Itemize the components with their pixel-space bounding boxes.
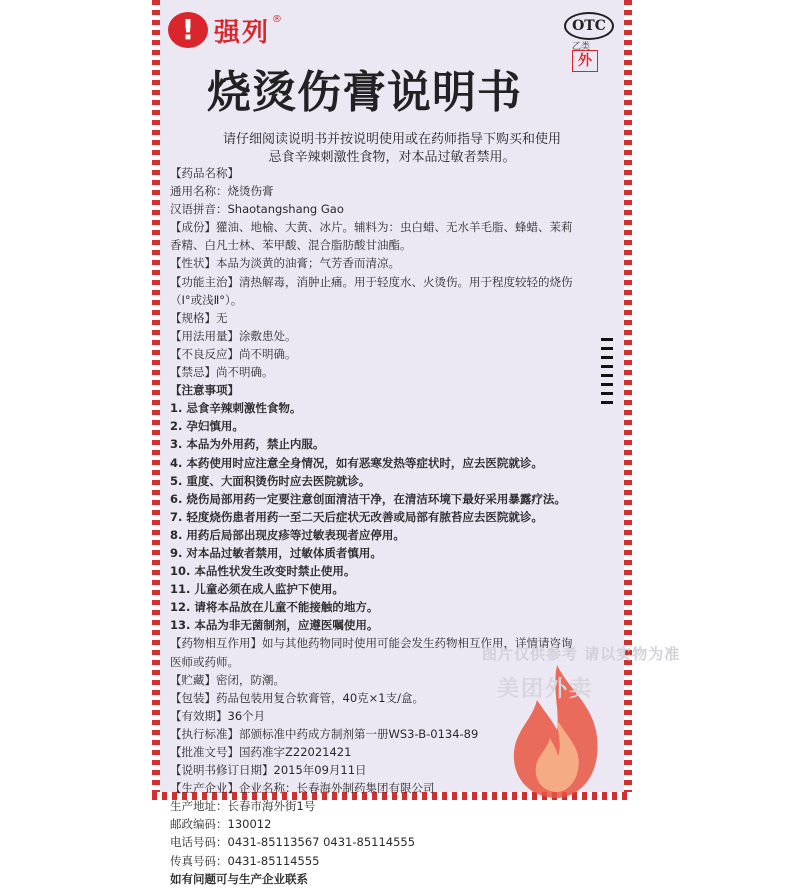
instruction-line: 汉语拼音：Shaotangshang Gao xyxy=(170,202,344,217)
warning-line-1: 请仔细阅读说明书并按说明使用或在药师指导下购买和使用 xyxy=(222,132,561,147)
instruction-line: 4. 本药使用时应注意全身情况，如有恶寒发热等症状时，应去医院就诊。 xyxy=(170,455,543,470)
instruction-sheet xyxy=(152,0,681,886)
instruction-line: 【性状】本品为淡黄的油膏；气芳香而清凉。 xyxy=(170,256,400,271)
instruction-line: 7. 轻度烧伤患者用药一至二天后症状无改善或局部有脓苔应去医院就诊。 xyxy=(170,509,543,524)
instruction-line: 【禁忌】尚不明确。 xyxy=(170,365,274,380)
instruction-line: 电话号码：0431-85113567 0431-85114555 xyxy=(170,835,416,850)
instruction-line: 传真号码：0431-85114555 xyxy=(170,853,320,868)
instruction-line: 【贮藏】密闭，防潮。 xyxy=(170,672,285,687)
instruction-line: 9. 对本品过敏者禁用，过敏体质者慎用。 xyxy=(170,545,382,560)
instruction-line: 【注意事项】 xyxy=(170,383,239,398)
instruction-line: 1. 忌食辛辣刺激性食物。 xyxy=(170,401,302,416)
watermark-caption: 图片仅供参考 请以实物为准 xyxy=(482,645,681,663)
brand-logo xyxy=(168,12,282,48)
warning-line-2: 忌食辛辣刺激性食物，对本品过敏者禁用。 xyxy=(268,150,516,165)
instruction-line: 香精、白凡士林、苯甲酸、混合脂肪酸甘油酯。 xyxy=(170,238,412,253)
instruction-line: 【规格】无 xyxy=(170,310,228,325)
instruction-line: 【生产企业】企业名称：长春海外制药集团有限公司 xyxy=(170,781,435,796)
instruction-line: 【不良反应】尚不明确。 xyxy=(170,346,297,361)
exclamation-icon: ! xyxy=(168,12,208,48)
left-perforation xyxy=(152,0,160,800)
brand-name: 强列 xyxy=(214,17,271,48)
instruction-line: 医师或药师。 xyxy=(170,654,239,669)
instruction-line: 11. 儿童必须在成人监护下使用。 xyxy=(170,582,344,597)
instruction-line: 2. 孕妇慎用。 xyxy=(170,419,244,434)
side-barcode xyxy=(601,338,613,410)
instruction-line: 【有效期】36个月 xyxy=(170,708,266,723)
document-title: 烧烫伤膏说明书 xyxy=(207,67,522,118)
instruction-line: 【包装】药品包装用复合软膏管，40克×1支/盒。 xyxy=(170,690,424,705)
instruction-line: （Ⅰ°或浅Ⅱ°）。 xyxy=(170,292,243,307)
otc-badge: OTC xyxy=(564,12,614,40)
instruction-line: 邮政编码：130012 xyxy=(170,817,272,832)
instruction-line: 如有问题可与生产企业联系 xyxy=(170,871,308,886)
instruction-line: 【用法用量】涂敷患处。 xyxy=(170,328,297,343)
instruction-line: 【药物相互作用】如与其他药物同时使用可能会发生药物相互作用，详情请咨询 xyxy=(170,636,573,651)
otc-class-label: 乙类 xyxy=(572,42,591,52)
instruction-line: 【执行标准】部颁标准中药成方制剂第一册WS3-B-0134-89 xyxy=(170,726,479,741)
instruction-line: 【药品名称】 xyxy=(170,166,239,180)
instruction-line: 通用名称：烧烫伤膏 xyxy=(170,184,274,199)
instruction-line: 【成份】獾油、地榆、大黄、冰片。辅料为：虫白蜡、无水羊毛脂、蜂蜡、茉莉 xyxy=(170,220,573,235)
instruction-line: 6. 烧伤局部用药一定要注意创面清洁干净，在清洁环境下最好采用暴露疗法。 xyxy=(170,491,566,506)
instruction-line: 5. 重度、大面积烫伤时应去医院就诊。 xyxy=(170,473,371,488)
instruction-line: 【说明书修订日期】2015年09月11日 xyxy=(170,763,367,778)
registered-mark: ® xyxy=(272,14,283,25)
instruction-line: 【批准文号】国药准字Z22021421 xyxy=(170,745,352,759)
watermark-logo: 美团外卖 xyxy=(497,677,594,702)
instruction-line: 13. 本品为非无菌制剂，应遵医嘱使用。 xyxy=(170,618,379,633)
external-use-badge: 外 xyxy=(572,50,598,72)
instruction-line: 【功能主治】清热解毒，消肿止痛。用于轻度水、火烫伤。用于程度较轻的烧伤 xyxy=(170,274,573,289)
instruction-line: 8. 用药后局部出现皮疹等过敏表现者应停用。 xyxy=(170,527,405,542)
instruction-line: 12. 请将本品放在儿童不能接触的地方。 xyxy=(170,600,379,615)
instruction-line: 生产地址：长春市海外街1号 xyxy=(170,799,316,814)
instruction-line: 3. 本品为外用药，禁止内服。 xyxy=(170,437,325,452)
instruction-line: 10. 本品性状发生改变时禁止使用。 xyxy=(170,564,356,579)
